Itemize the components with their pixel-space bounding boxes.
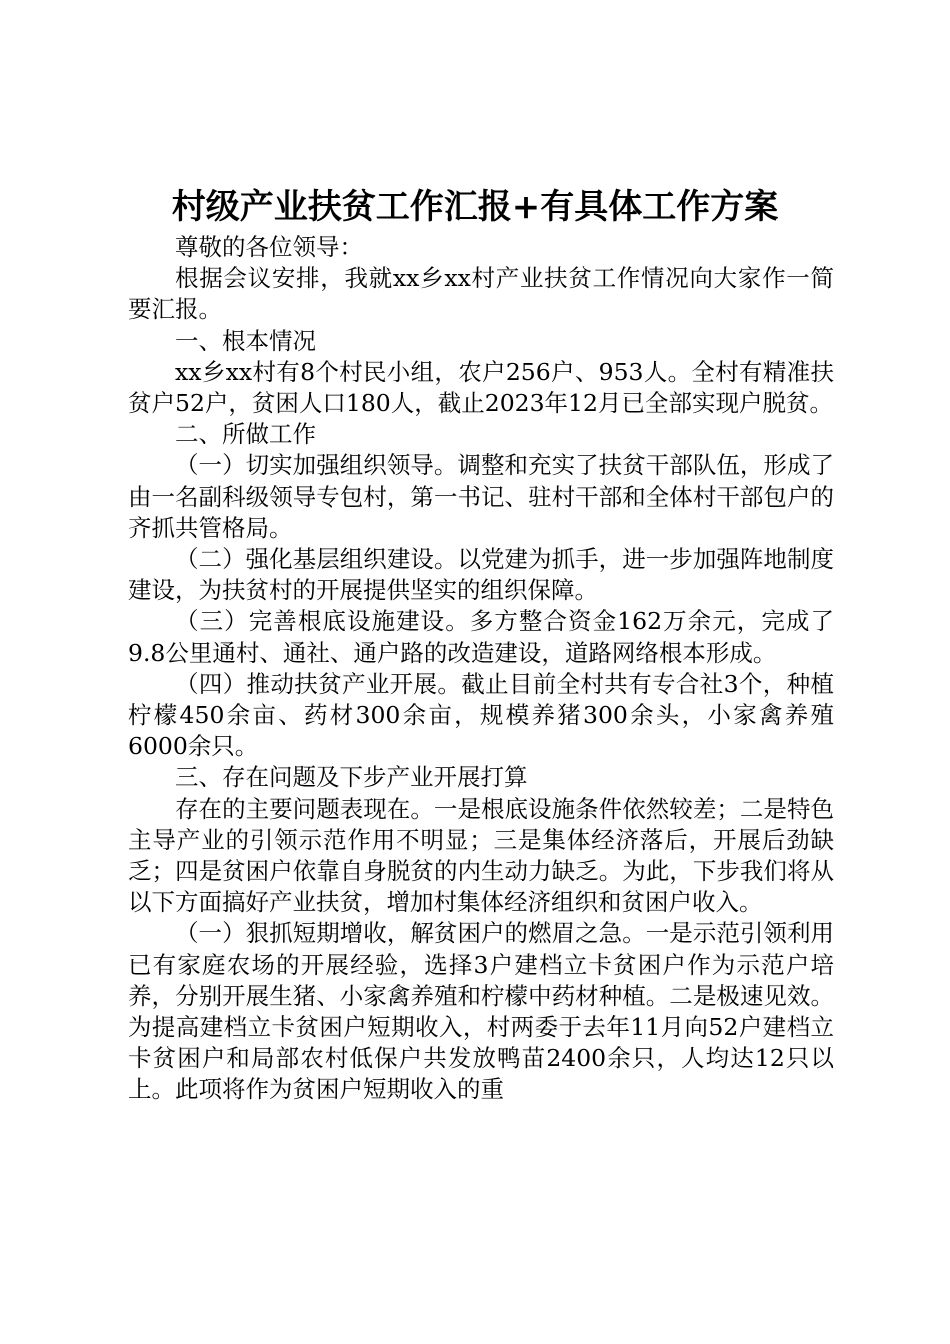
work-item-paragraph: （二）强化基层组织建设。以党建为抓手，进一步加强阵地制度建设，为扶贫村的开展提供坚实的组织保障。 xyxy=(128,545,834,605)
problems-paragraph: 存在的主要问题表现在。一是根底设施条件依然较差；二是特色主导产业的引领示范作用不明显；三是集体经济落后，开展后劲缺乏；四是贫困户依靠自身脱贫的内生动力缺乏。为此，下步我们将从以下方面搞好产业扶贫，增加村集体经济组织和贫困户收入。 xyxy=(128,794,834,917)
work-item-paragraph: （四）推动扶贫产业开展。截止目前全村共有专合社3个，种植柠檬450余亩、药材300余亩，规模养猪300余头，小家禽养殖6000余只。 xyxy=(128,669,834,761)
section-heading-problems-plans: 三、存在问题及下步产业开展打算 xyxy=(175,763,528,792)
document-title: 村级产业扶贫工作汇报+有具体工作方案 xyxy=(171,187,779,227)
greeting-paragraph: 尊敬的各位领导： xyxy=(175,233,363,261)
work-item-paragraph: （一）切实加强组织领导。调整和充实了扶贫干部队伍，形成了由一名副科级领导专包村，第一书记、驻村干部和全体村干部包户的齐抓共管格局。 xyxy=(128,451,834,542)
intro-paragraph: 根据会议安排，我就xx乡xx村产业扶贫工作情况向大家作一简要汇报。 xyxy=(128,264,834,324)
basic-situation-paragraph: xx乡xx村有8个村民小组，农户256户、953人。全村有精准扶贫户52户，贫困人口180人，截止2023年12月已全部实现户脱贫。 xyxy=(128,357,834,418)
work-item-paragraph: （三）完善根底设施建设。多方整合资金162万余元，完成了9.8公里通村、通社、通户路的改造建设，道路网络根本形成。 xyxy=(128,607,834,667)
section-heading-work-done: 二、所做工作 xyxy=(175,420,316,449)
document-body xyxy=(128,232,834,1106)
plan-item-paragraph: （一）狠抓短期增收，解贫困户的燃眉之急。一是示范引领利用已有家庭农场的开展经验，选择3户建档立卡贫困户作为示范户培养，分别开展生猪、小家禽养殖和柠檬中药材种植。二是极速见效。为提高建档立卡贫困户短期收入，村两委于去年11月向52户建档立卡贫困户和局部农村低保户共发放鸭苗2400余只，人均达12只以上。此项将作为贫困户短期收入的重 xyxy=(128,919,834,1104)
section-heading-basic-situation: 一、根本情况 xyxy=(175,326,316,355)
